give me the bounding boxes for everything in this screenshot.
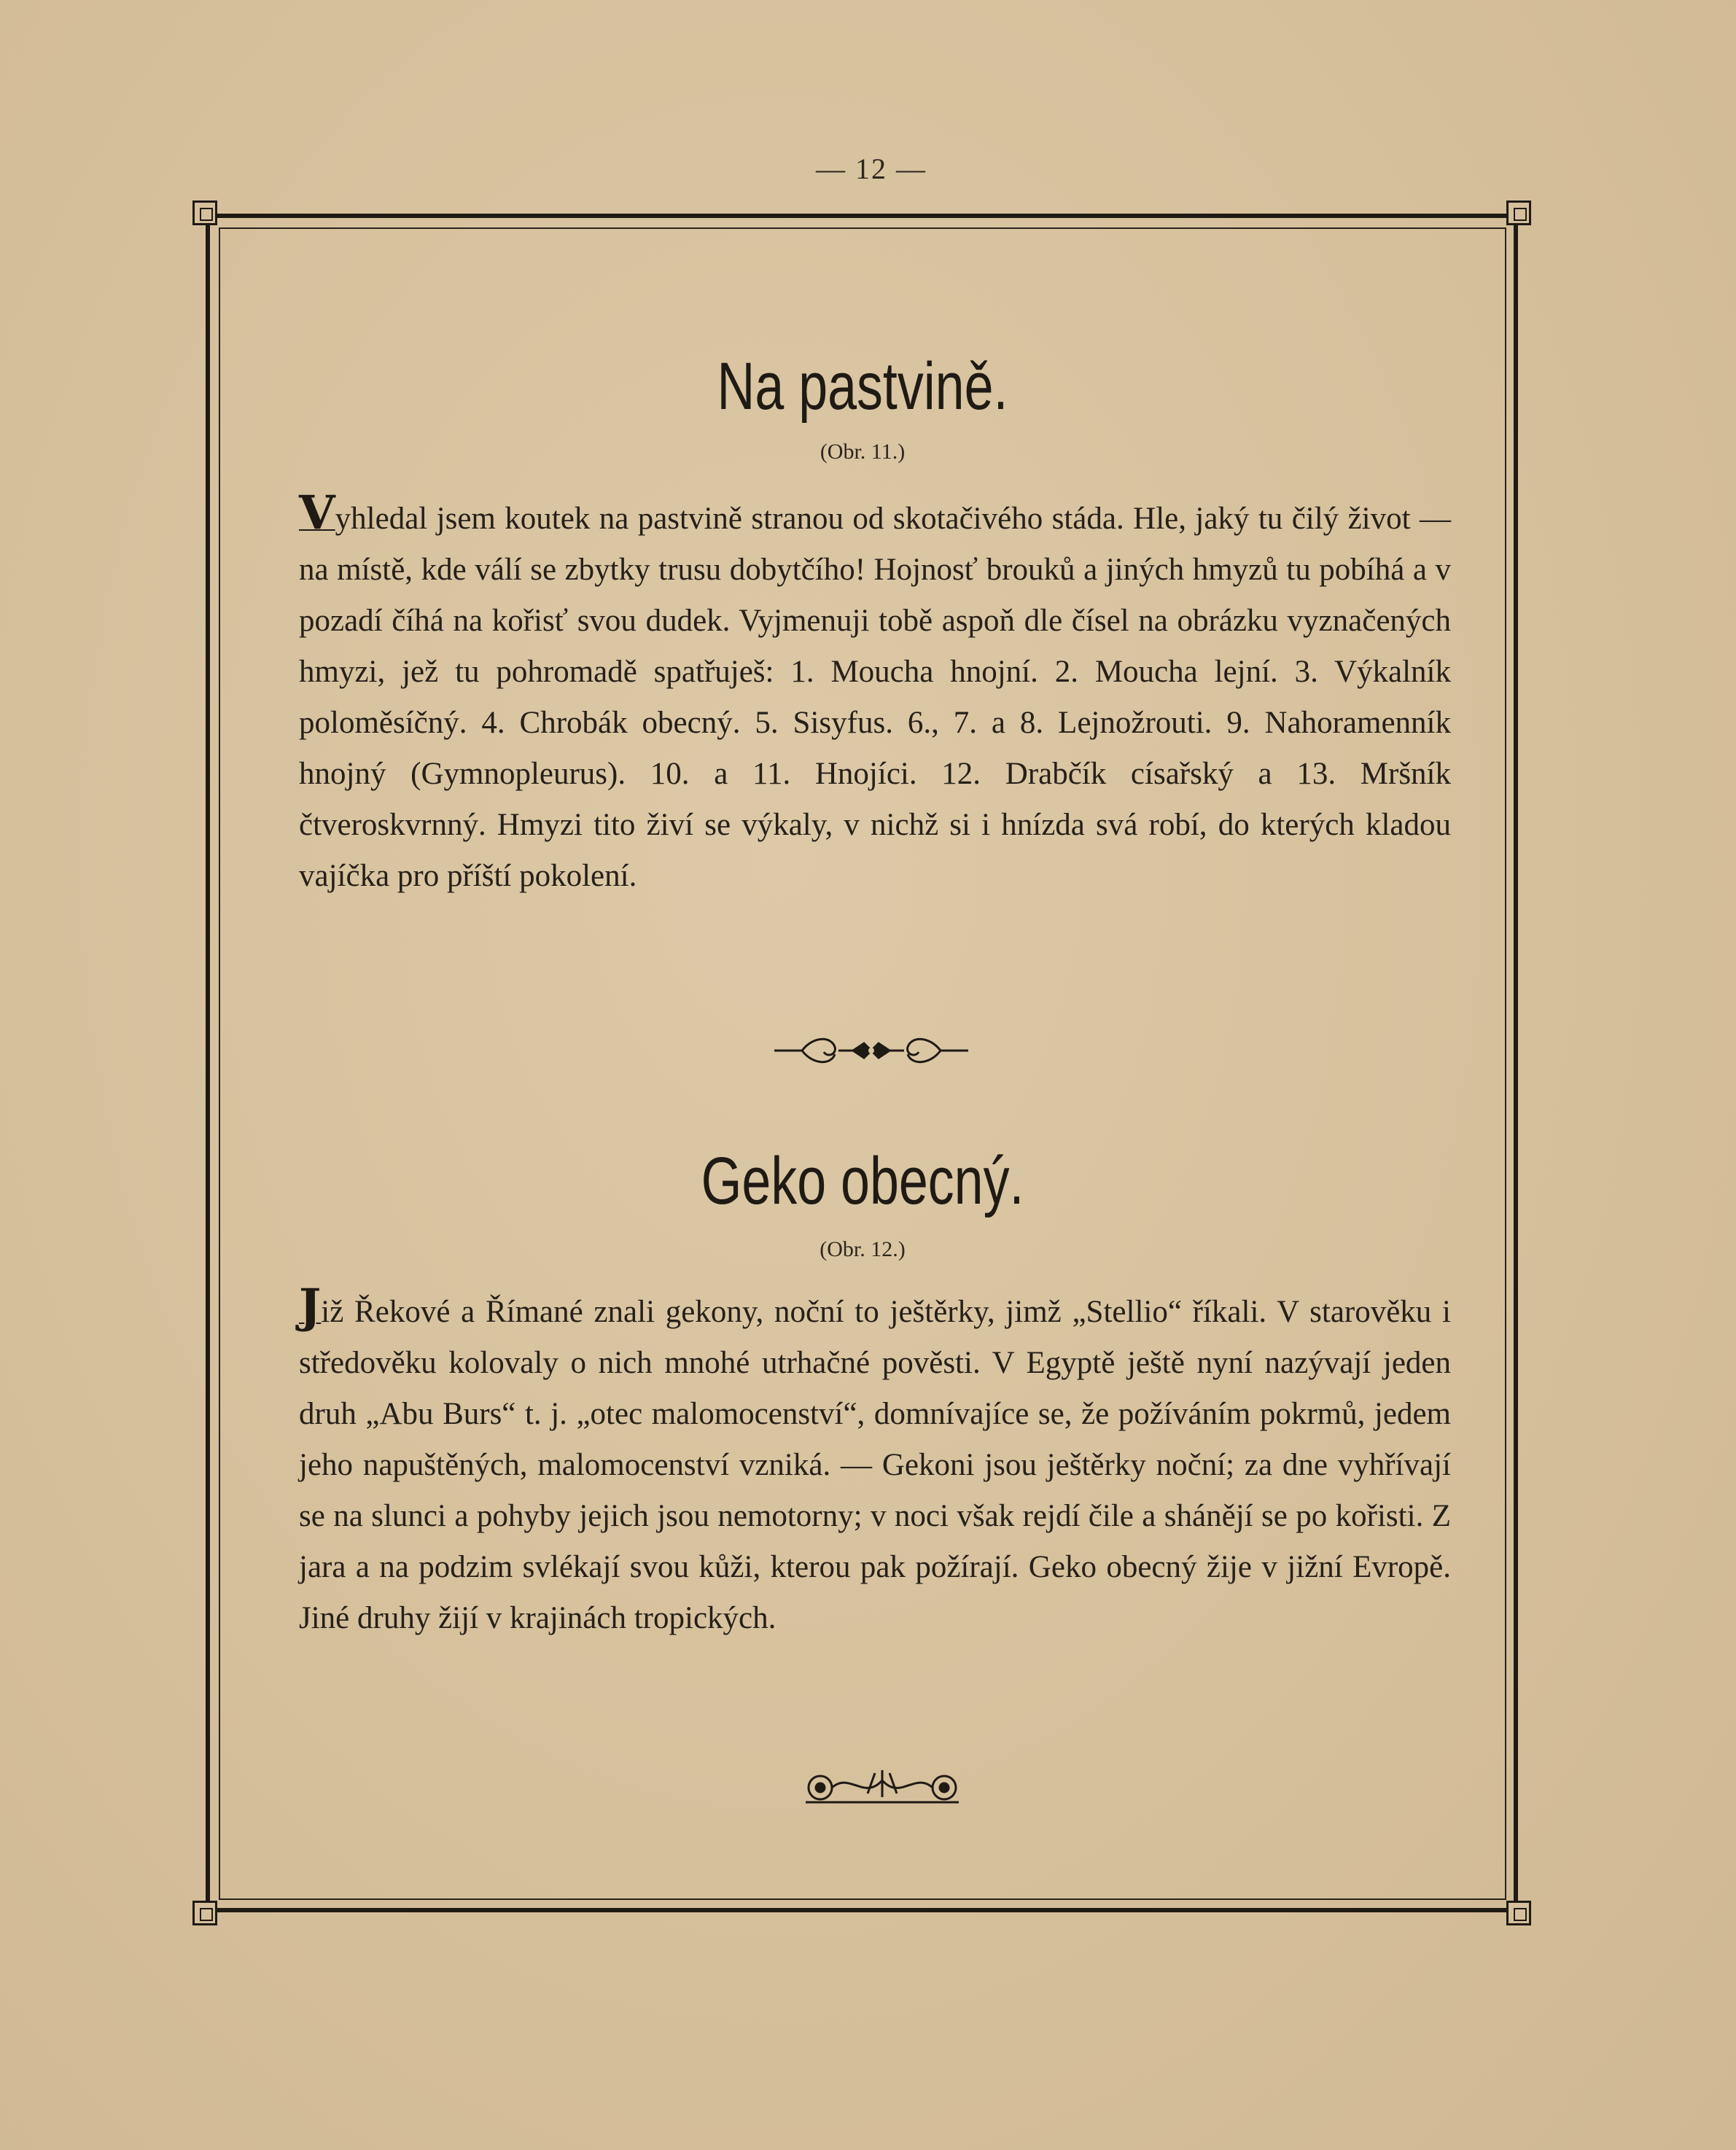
section-title-na-pastvine: Na pastvině. — [717, 349, 1008, 424]
section-title-geko-obecny: Geko obecný. — [701, 1144, 1024, 1218]
floral-tailpiece-icon — [798, 1764, 966, 1808]
figure-reference: (Obr. 12.) — [820, 1237, 906, 1261]
frame-corner-top-right — [1506, 200, 1531, 225]
page-number: — 12 — — [816, 152, 927, 185]
scroll-divider-icon — [773, 1032, 970, 1069]
paragraph-text: iž Řekové a Římané znali gekony, noční to ještěrky, jimž „Stellio“ říkali. V starověku i středověku kolovaly o nich mnohé utrhačné pověsti. V Egyptě ještě nyní nazývají jeden druh „Abu Burs“ t. j. „otec malomocenství“, domnívajíce se, že požíváním pokrmů, jedem jeho napuštěných, malomocenství vzniká. — Gekoni jsou ještěrky noční; za dne vyhřívají se na slunci a pohyby jejich jsou nemotorny; v noci však rejdí čile a shánějí se po kořisti. Z jara a na podzim svlékají svou kůži, kterou pak požírají. Geko obecný žije v jižní Evropě. Jiné druhy žijí v krajinách tropických. — [299, 1295, 1451, 1635]
decorated-initial: J — [299, 1279, 322, 1333]
section-paragraph — [299, 486, 1451, 902]
figure-reference: (Obr. 11.) — [820, 440, 906, 464]
paragraph-text: yhledal jsem koutek na pastvině stranou od skotačivého stáda. Hle, jaký tu čilý život — na místě, kde válí se zbytky trusu dobytčího! Hojnosť brouků a jiných hmyzů tu pobíhá a v pozadí číhá na kořisť svou dudek. Vyjmenuji tobě aspoň dle čísel na obrázku vyznačených hmyzi, jež tu pohromadě spatřuješ: 1. Moucha hnojní. 2. Moucha lejní. 3. Výkalník poloměsíčný. 4. Chrobák obecný. 5. Sisyfus. 6., 7. a 8. Lejnožrouti. 9. Nahoramenník hnojný (Gymnopleurus). 10. a 11. Hnojíci. 12. Drabčík císařský a 13. Mršník čtveroskvrnný. Hmyzi tito živí se výkaly, v nichž si i hnízda svá robí, do kterých kladou vajíčka pro příští pokolení. — [299, 502, 1451, 893]
frame-corner-bottom-right — [1506, 1901, 1531, 1925]
decorated-initial: V — [299, 486, 335, 540]
section-paragraph — [299, 1279, 1451, 1644]
frame-corner-bottom-left — [192, 1901, 217, 1925]
frame-corner-top-left — [192, 200, 217, 225]
